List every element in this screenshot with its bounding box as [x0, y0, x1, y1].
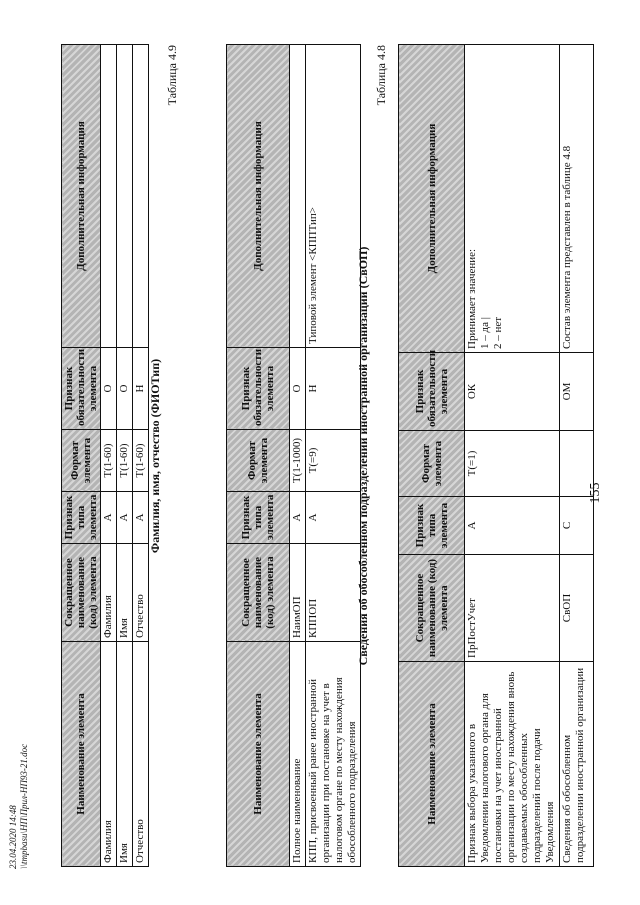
- table-continuation: [398, 44, 594, 867]
- table-header-row: [62, 45, 101, 867]
- table-header-row: [399, 45, 465, 867]
- cell-info: [465, 45, 560, 353]
- cell-required: О: [290, 348, 306, 430]
- info-line: Принимает значение:: [466, 248, 478, 349]
- cell-name: Имя: [117, 642, 133, 867]
- cell-format: [560, 431, 594, 497]
- col-header-info: Дополнительная информация: [227, 45, 290, 348]
- col-header-required: Признак обязательности элемента: [399, 353, 465, 431]
- footer-file-path: \\tmpbasu\НП\Прил-НП93-21.doc: [19, 743, 29, 869]
- cell-code: СвОП: [560, 555, 594, 662]
- table-row: [560, 45, 594, 867]
- col-header-info: Дополнительная информация: [399, 45, 465, 353]
- cell-code: КППОП: [306, 544, 361, 642]
- cell-code: Фамилия: [101, 544, 117, 642]
- cell-name: Признак выбора указанного в Уведомлении налогового органа для постановки на учет иностранной организации по месту нахождения вновь создаваемых обособленных подразделений после подачи Уведомления: [465, 662, 560, 867]
- cell-info: [101, 45, 117, 348]
- cell-format: Т(1-1000): [290, 430, 306, 492]
- table-row: [306, 45, 361, 867]
- table-row: [290, 45, 306, 867]
- cell-required: О: [101, 348, 117, 430]
- cell-info: Типовой элемент <КППТип>: [306, 45, 361, 348]
- cell-name: Сведения об обособленном подразделении иностранной организации: [560, 662, 594, 867]
- cell-type: А: [306, 492, 361, 544]
- cell-type: А: [465, 497, 560, 555]
- cell-name: Полное наименование: [290, 642, 306, 867]
- table-4-9-caption: Таблица 4.9: [165, 45, 179, 106]
- cell-info: [560, 45, 594, 353]
- cell-code: НаимОП: [290, 544, 306, 642]
- info-line: Состав элемента представлен в таблице 4.8: [561, 145, 573, 349]
- cell-required: Н: [306, 348, 361, 430]
- table-4-8-title: Сведения об обособленном подразделении иностранной организации (СвОП): [356, 246, 370, 666]
- table-row: [117, 45, 133, 867]
- col-header-format: Формат элемента: [227, 430, 290, 492]
- cell-type: А: [117, 492, 133, 544]
- cell-name: Отчество: [133, 642, 149, 867]
- cell-name: Фамилия: [101, 642, 117, 867]
- info-line: 2 – нет: [492, 316, 504, 349]
- cell-format: Т(=1): [465, 431, 560, 497]
- cell-code: Отчество: [133, 544, 149, 642]
- cell-code: ПрПостУчет: [465, 555, 560, 662]
- col-header-required: Признак обязательности элемента: [227, 348, 290, 430]
- col-header-required: Признак обязательности элемента: [62, 348, 101, 430]
- cell-name: КПП, присвоенный ранее иностранной организации при постановке на учет в налоговом органе по месту нахождения обособленного подразделения: [306, 642, 361, 867]
- col-header-type: Признак типа элемента: [227, 492, 290, 544]
- col-header-code: Сокращенное наименование (код) элемента: [227, 544, 290, 642]
- info-line: 1 – да |: [479, 317, 491, 349]
- cell-required: О: [117, 348, 133, 430]
- cell-format: Т(=9): [306, 430, 361, 492]
- cell-info: [133, 45, 149, 348]
- cell-type: А: [101, 492, 117, 544]
- cell-format: Т(1-60): [117, 430, 133, 492]
- cell-type: А: [290, 492, 306, 544]
- col-header-format: Формат элемента: [399, 431, 465, 497]
- col-header-type: Признак типа элемента: [399, 497, 465, 555]
- cell-type: С: [560, 497, 594, 555]
- col-header-name: Наименование элемента: [399, 662, 465, 867]
- table-row: [465, 45, 560, 867]
- cell-info: [117, 45, 133, 348]
- cell-required: ОМ: [560, 353, 594, 431]
- col-header-name: Наименование элемента: [227, 642, 290, 867]
- col-header-code: Сокращенное наименование (код) элемента: [62, 544, 101, 642]
- cell-format: Т(1-60): [101, 430, 117, 492]
- col-header-type: Признак типа элемента: [62, 492, 101, 544]
- cell-code: Имя: [117, 544, 133, 642]
- table-row: [133, 45, 149, 867]
- footer: [8, 744, 30, 869]
- cell-format: Т(1-60): [133, 430, 149, 492]
- col-header-format: Формат элемента: [62, 430, 101, 492]
- table-4-9-title: Фамилия, имя, отчество (ФИОТип): [148, 358, 162, 554]
- table-4-8-caption: Таблица 4.8: [374, 45, 388, 106]
- table-row: [101, 45, 117, 867]
- cell-type: А: [133, 492, 149, 544]
- table-4-9: [61, 44, 149, 867]
- cell-required: Н: [133, 348, 149, 430]
- col-header-info: Дополнительная информация: [62, 45, 101, 348]
- table-header-row: [227, 45, 290, 867]
- table-4-8: [226, 44, 361, 867]
- footer-timestamp: 23.04.2020 14:48: [8, 805, 18, 869]
- cell-info: [290, 45, 306, 348]
- page-number: 155: [588, 482, 603, 504]
- cell-required: ОК: [465, 353, 560, 431]
- col-header-name: Наименование элемента: [62, 642, 101, 867]
- col-header-code: Сокращенное наименование (код) элемента: [399, 555, 465, 662]
